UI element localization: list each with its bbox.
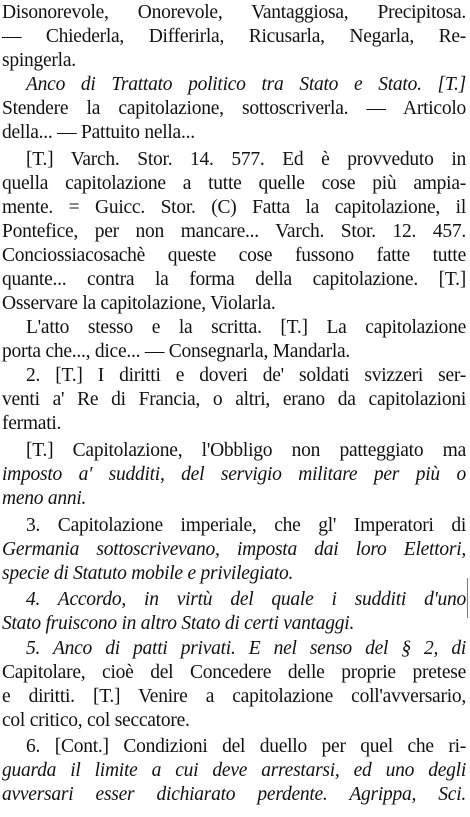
text-line: Germania sottoscrivevano, imposta dai loro Elettori,	[2, 539, 466, 560]
text-line: 2. [T.] I diritti e doveri de' soldati svizzeri ser-	[26, 365, 466, 386]
text-line: e diritti. [T.] Venire a capitolazione coll'avversario,	[2, 686, 466, 707]
text-line: Pontefice, per non mancare... Varch. Stor. 12. 457.	[2, 221, 466, 242]
text-line: [T.] Capitolazione, l'Obbligo non patteggiato ma	[26, 440, 466, 461]
text-line: col critico, col seccatore.	[2, 710, 190, 731]
text-line: imposto a' sudditi, del servigio militare per più o	[2, 464, 466, 485]
text-line: L'atto stesso e la scritta. [T.] La capitolazione	[26, 317, 466, 338]
text-line: specie di Statuto mobile e privilegiato.	[2, 563, 294, 584]
text-line: guarda il limite a cui deve arrestarsi, ed uno degli	[2, 760, 466, 781]
text-line: mente. = Guicc. Stor. (C) Fatta la capitolazione, il	[2, 197, 466, 218]
text-line: porta che..., dice... — Consegnarla, Mandarla.	[2, 341, 351, 362]
text-line: Stato fruiscono in altro Stato di certi vantaggi.	[2, 613, 355, 634]
text-line: 3. Capitolazione imperiale, che gl' Imperatori di	[26, 515, 466, 536]
text-line: quella capitolazione a tutte quelle cose più ampia-	[2, 173, 466, 194]
text-line: venti a' Re di Francia, o altri, erano da capitolazioni	[2, 389, 466, 410]
text-line: Osservare la capitolazione, Violarla.	[2, 293, 276, 314]
text-line: Stendere la capitolazione, sottoscriverla. — Articolo	[2, 98, 466, 119]
text-line: spingerla.	[2, 50, 76, 71]
text-line: [T.] Varch. Stor. 14. 577. Ed è provveduto in	[26, 149, 466, 170]
text-line: quante... contra la forma della capitolazione. [T.]	[2, 269, 466, 290]
text-line: della... — Pattuito nella...	[2, 122, 195, 143]
text-line: 6. [Cont.] Condizioni del duello per quel che ri-	[26, 736, 466, 757]
text-line: Capitolare, cioè del Concedere delle proprie pretese	[2, 662, 466, 683]
text-line: meno anni.	[2, 488, 87, 509]
text-line: 5. Anco di patti privati. E nel senso del § 2, di	[26, 638, 466, 659]
text-line: 4. Accordo, in virtù del quale i sudditi d'uno	[26, 589, 466, 610]
text-line: — Chiederla, Differirla, Ricusarla, Negarla, Re-	[2, 26, 466, 47]
text-line: Anco di Trattato politico tra Stato e Stato. [T.]	[26, 74, 466, 95]
page-edge-mark	[467, 578, 468, 618]
text-line: Conciossiacosachè queste cose fussono fatte tutte	[2, 245, 466, 266]
text-line: fermati.	[2, 413, 62, 434]
text-line: Disonorevole, Onorevole, Vantaggiosa, Precipitosa.	[2, 2, 466, 23]
text-line: avversari esser dichiarato perdente. Agrippa, Sci.	[2, 784, 466, 805]
